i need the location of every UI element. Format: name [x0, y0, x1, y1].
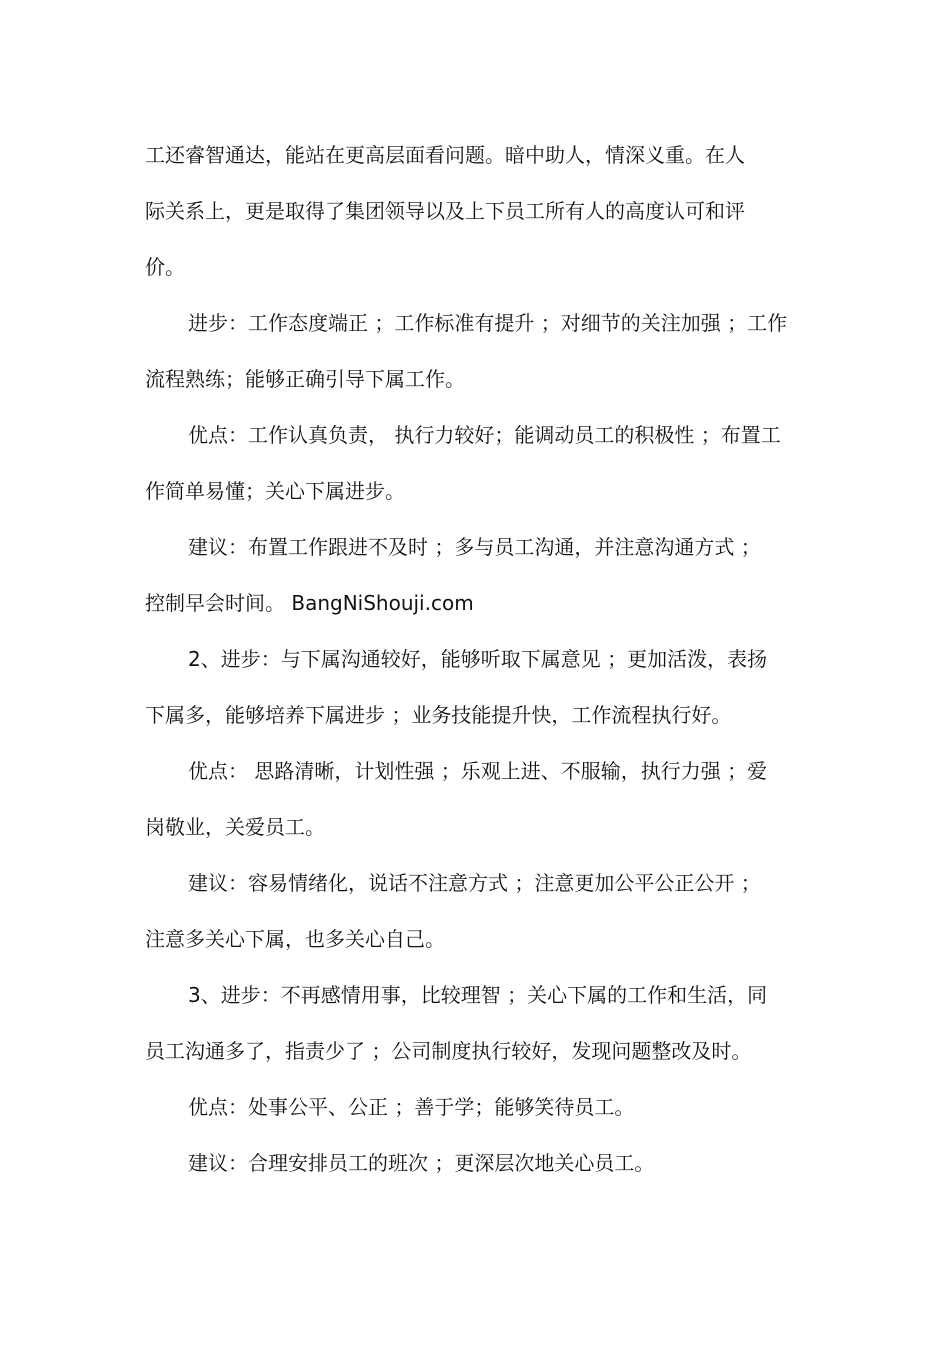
text-line-18: 优点：处事公平、公正 ；善于学；能够笑待员工。: [188, 1095, 635, 1119]
text-line-19: 建议：合理安排员工的班次 ；更深层次地关心员工。: [188, 1151, 655, 1175]
text-line-2: 际关系上，更是取得了集团领导以及上下员工所有人的高度认可和评: [145, 199, 745, 223]
text-line-17: 员工沟通多了，指责少了 ；公司制度执行较好，发现问题整改及时。: [145, 1039, 752, 1063]
text-line-11: 下属多，能够培养下属进步 ；业务技能提升快，工作流程执行好。: [145, 703, 732, 727]
text-line-6: 优点：工作认真负责， 执行力较好；能调动员工的积极性 ；布置工: [188, 423, 781, 447]
text-line-8: 建议：布置工作跟进不及时 ；多与员工沟通，并注意沟通方式 ；: [188, 535, 761, 559]
text-line-10: 2、进步：与下属沟通较好，能够听取下属意见 ；更加活泼，表扬: [188, 647, 768, 671]
text-line-12: 优点： 思路清晰，计划性强 ；乐观上进、不服输，执行力强 ；爱: [188, 759, 768, 783]
text-line-1: 工还睿智通达，能站在更高层面看问题。暗中助人，情深义重。在人: [145, 143, 745, 167]
text-line-5: 流程熟练；能够正确引导下属工作。: [145, 367, 465, 391]
text-line-13: 岗敬业，关爱员工。: [145, 815, 325, 839]
text-line-3: 价。: [145, 255, 185, 279]
text-line-16: 3、进步：不再感情用事，比较理智 ；关心下属的工作和生活，同: [188, 983, 768, 1007]
text-line-4: 进步：工作态度端正 ；工作标准有提升 ；对细节的关注加强 ；工作: [188, 311, 788, 335]
text-line-7: 作简单易懂；关心下属进步。: [145, 479, 405, 503]
text-line-14: 建议：容易情绪化，说话不注意方式 ；注意更加公平公正公开 ；: [188, 871, 761, 895]
text-line-15: 注意多关心下属，也多关心自己。: [145, 927, 445, 951]
text-line-9: 控制早会时间。 BangNiShouji.com: [145, 591, 474, 615]
